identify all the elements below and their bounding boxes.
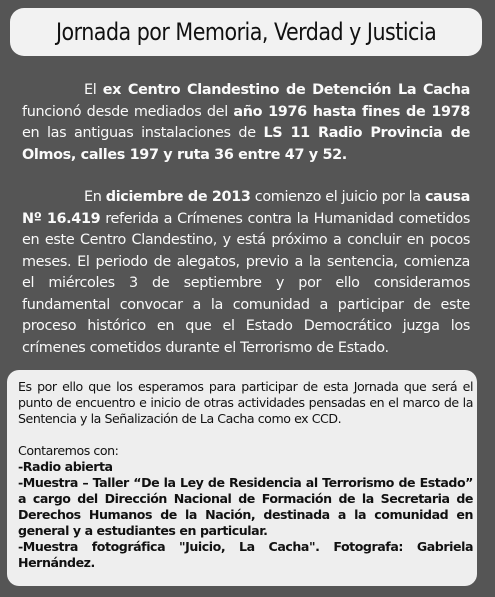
p2-text-1: En <box>84 189 106 205</box>
p1-bold-1: ex Centro Clandestino de Detención La Cacha <box>102 82 470 98</box>
activity-item-photo: -Muestra fotográfica "Juicio, La Cacha". Fotografa: Gabriela Hernández. <box>18 539 473 570</box>
p1-bold-2: año 1976 hasta fines de 1978 <box>233 103 471 120</box>
p1-text-1: El <box>84 82 103 98</box>
page-title: Jornada por Memoria, Verdad y Justicia <box>55 18 437 46</box>
p2-text-3: referida a Crímenes contra la Humanidad cometidos en este Centro Clandestino, y está próximo a concluir en pocos meses. El periodo de alegatos, previo a la sentencia, comienza el miércoles 3 de septiembre y por ello consideramos fundamental convocar a la comunidad a participar de este proceso histórico en que el Estado Democrático juzga los crímenes cometidos durante el Terrorismo de Estado. <box>22 210 470 356</box>
p1-text-3: en las antiguas instalaciones de <box>22 125 264 141</box>
title-banner <box>10 8 482 56</box>
p2-text-2: comienzo el juicio por la <box>250 189 425 205</box>
activities-box <box>7 370 477 586</box>
activity-item-workshop: -Muestra – Taller “De la Ley de Residencia al Terrorismo de Estado” a cargo del Dirección Nacional de Formación de la Secretaria de Derechos Humanos de la Nación, destinada a la comunidad en general y a estudiantes en particular. <box>18 475 473 538</box>
activities-heading: Contaremos con: <box>18 443 119 458</box>
p1-bold-3: LS 11 Radio Provincia de Olmos, calles 197 y ruta 36 entre 47 y 52. <box>22 125 470 163</box>
p1-text-2: funcionó desde mediados del <box>22 103 234 120</box>
p2-bold-1: diciembre de 2013 <box>105 189 251 205</box>
invitation-text: Es por ello que los esperamos para participar de esta Jornada que será el punto de encuentro e inicio de otras actividades pensadas en el marco de la Sentencia y la Señalización de La Cacha como ex CCD. <box>18 379 473 426</box>
p2-bold-2: causa Nº 16.419 <box>22 189 470 227</box>
paragraph-history <box>22 80 470 166</box>
paragraph-trial <box>22 187 470 359</box>
activity-item-radio: -Radio abierta <box>18 459 113 474</box>
intro-text <box>22 80 470 359</box>
